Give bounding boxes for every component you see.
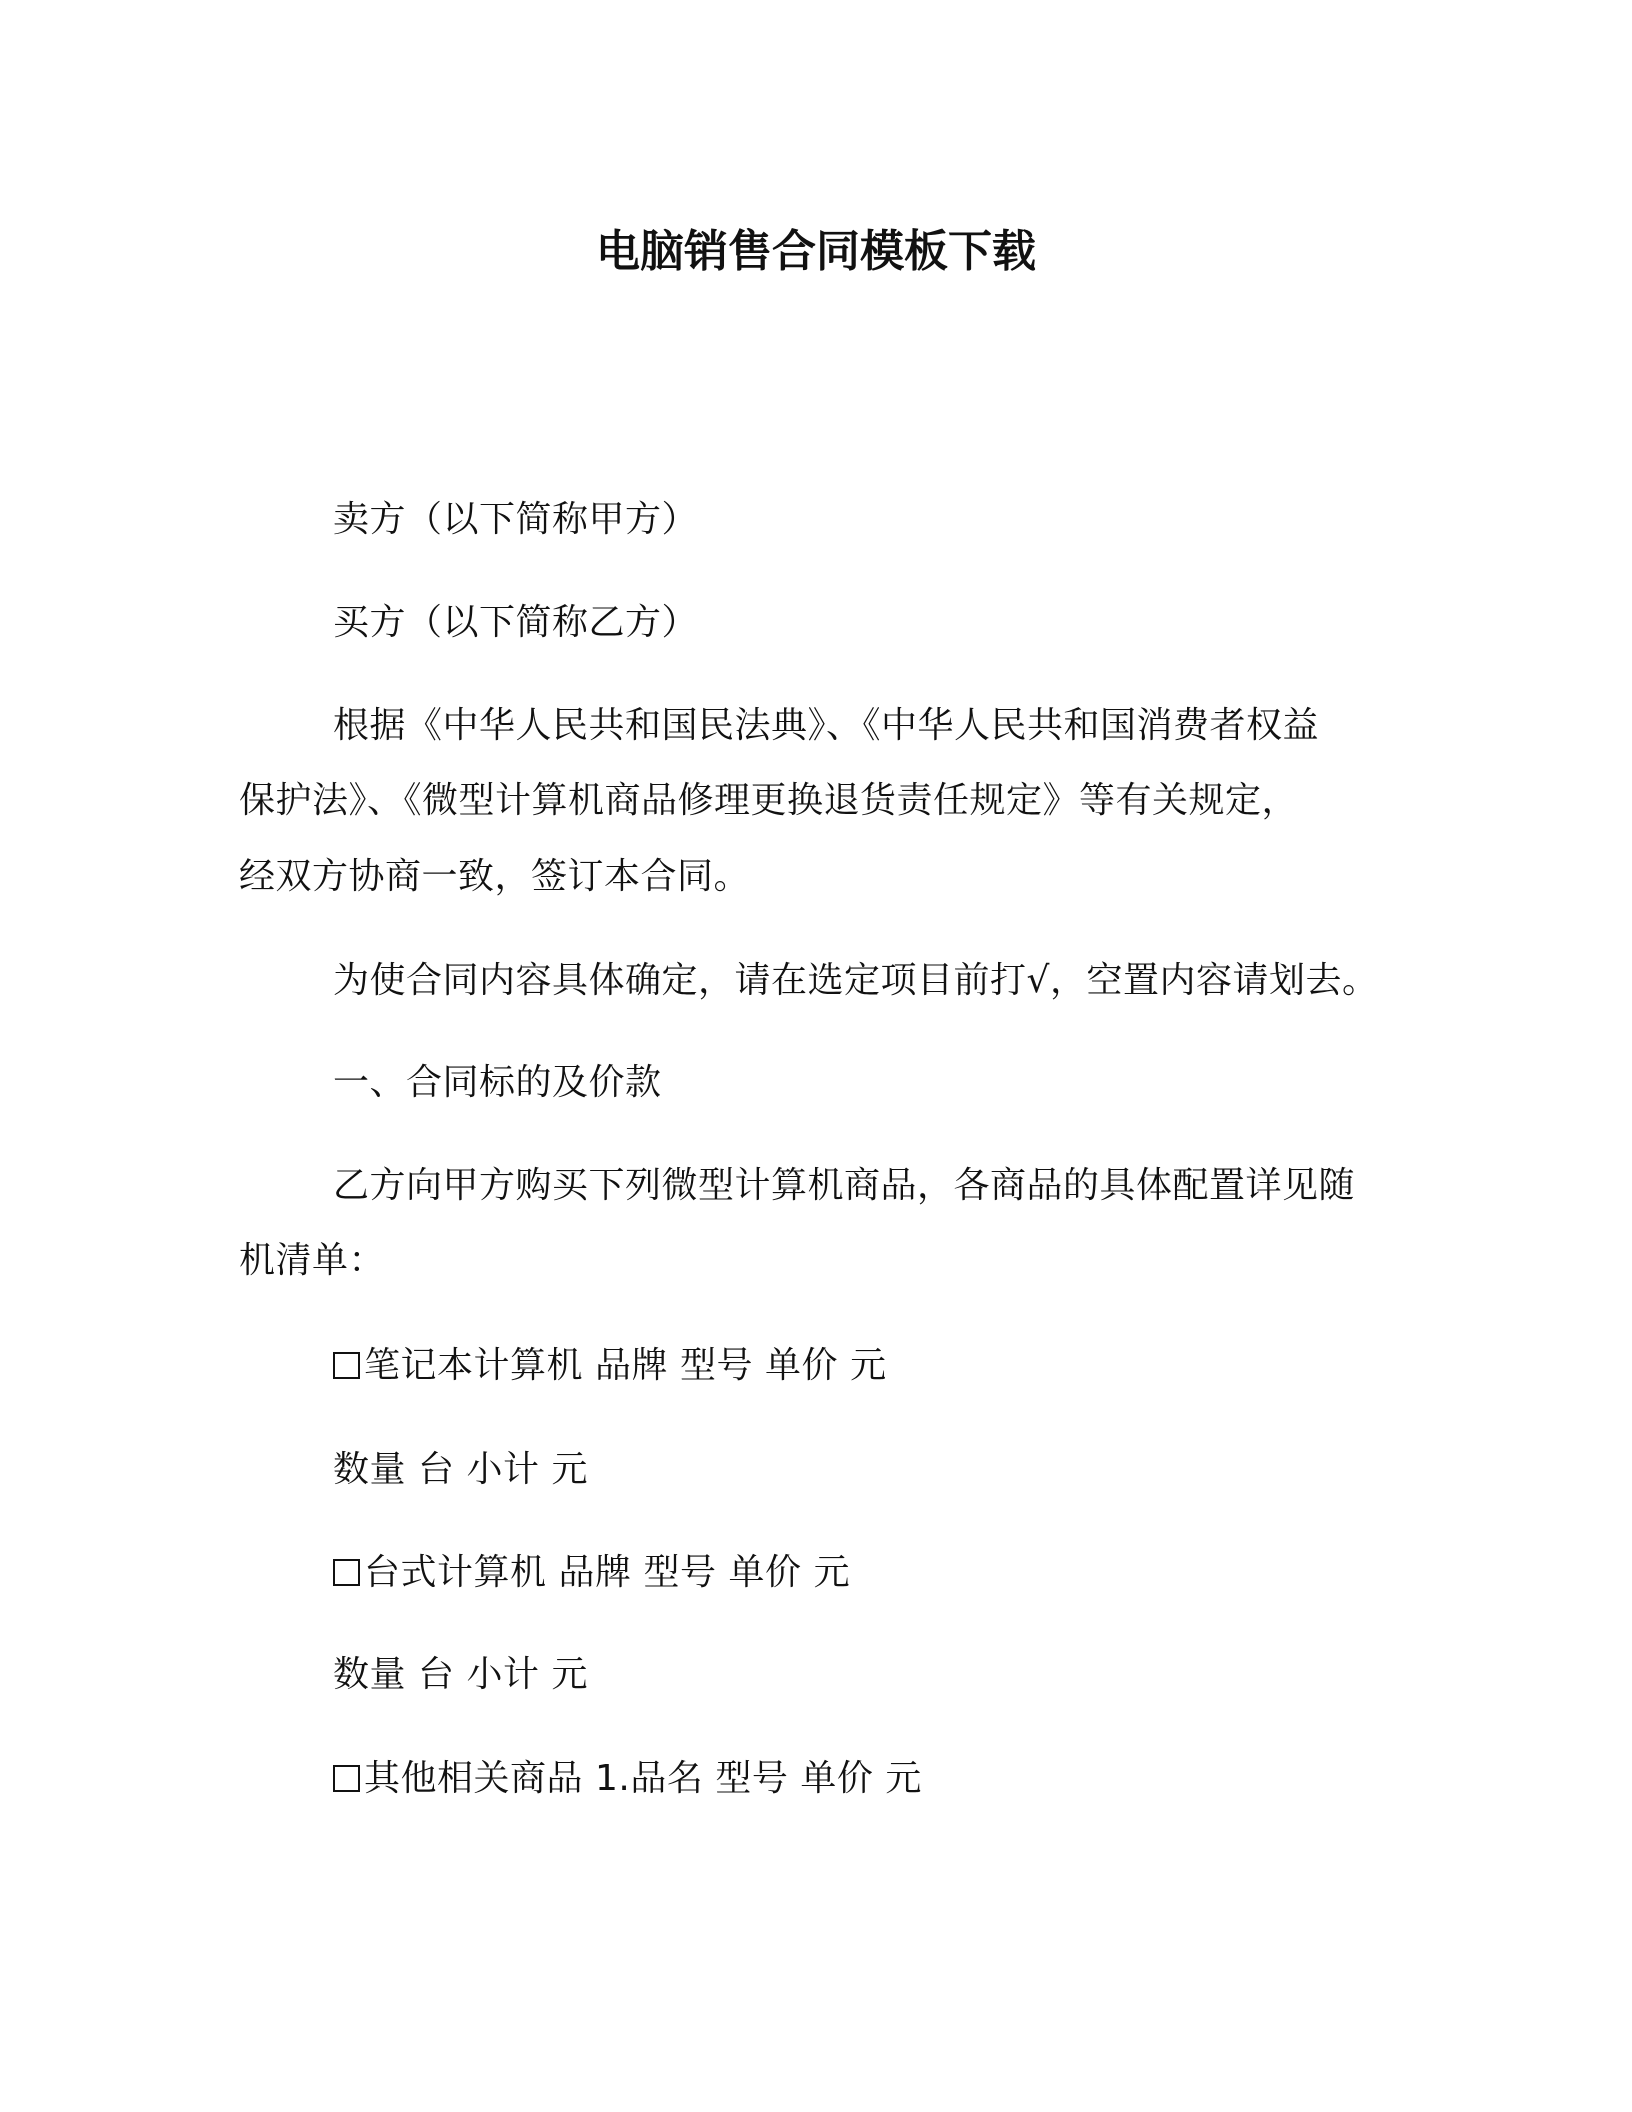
item-name: 1.品名 (595, 1758, 704, 1799)
item-model: 型号 (643, 1552, 717, 1593)
seller-line: 卖方（以下简称甲方） (333, 499, 699, 540)
checkbox-other[interactable] (333, 1765, 360, 1792)
item-unit-price-suffix: 元 (850, 1345, 887, 1386)
basis-line-1: 根据《中华人民共和国民法典》、《中华人民共和国消费者权益 (333, 705, 1320, 746)
item-qty-unit: 台 (418, 1654, 455, 1695)
item-model: 型号 (715, 1758, 789, 1799)
item-unit-price: 单价 (728, 1552, 802, 1593)
checkbox-laptop[interactable] (333, 1352, 360, 1379)
item-unit-price-suffix: 元 (813, 1552, 851, 1593)
item-brand: 品牌 (595, 1345, 669, 1386)
item-brand: 品牌 (558, 1552, 632, 1593)
item-unit-price: 单价 (800, 1758, 874, 1799)
item-unit-price-suffix: 元 (885, 1758, 922, 1799)
item-other-line (333, 1754, 922, 1804)
item-desktop-qty-line (333, 1650, 588, 1700)
item-subtotal-suffix: 元 (551, 1449, 589, 1490)
item-label: 其他相关商品 (364, 1758, 584, 1799)
section-intro-line-1: 乙方向甲方购买下列微型计算机商品，各商品的具体配置详见随 (333, 1165, 1356, 1206)
item-qty: 数量 (333, 1449, 407, 1490)
item-desktop-line (333, 1548, 850, 1598)
item-qty-unit: 台 (418, 1449, 455, 1490)
buyer-line: 买方（以下简称乙方） (333, 602, 699, 643)
item-label: 台式计算机 (364, 1552, 547, 1593)
checkbox-desktop[interactable] (333, 1559, 360, 1586)
item-qty: 数量 (333, 1654, 407, 1695)
item-subtotal-suffix: 元 (551, 1654, 589, 1695)
item-unit-price: 单价 (765, 1345, 839, 1386)
item-laptop-line (333, 1341, 887, 1391)
basis-line-2: 保护法》、《微型计算机商品修理更换退货责任规定》等有关规定， (239, 780, 1299, 821)
section-heading: 一、合同标的及价款 (333, 1062, 662, 1103)
item-model: 型号 (680, 1345, 754, 1386)
section-intro-line-2: 机清单： (239, 1240, 386, 1281)
basis-line-3: 经双方协商一致，签订本合同。 (239, 856, 751, 897)
item-label: 笔记本计算机 (364, 1345, 584, 1386)
instruction-line: 为使合同内容具体确定，请在选定项目前打√，空置内容请划去。 (333, 960, 1379, 1001)
item-laptop-qty-line (333, 1445, 588, 1495)
item-subtotal: 小计 (466, 1449, 540, 1490)
page-title: 电脑销售合同模板下载 (596, 226, 1036, 277)
item-subtotal: 小计 (466, 1654, 540, 1695)
